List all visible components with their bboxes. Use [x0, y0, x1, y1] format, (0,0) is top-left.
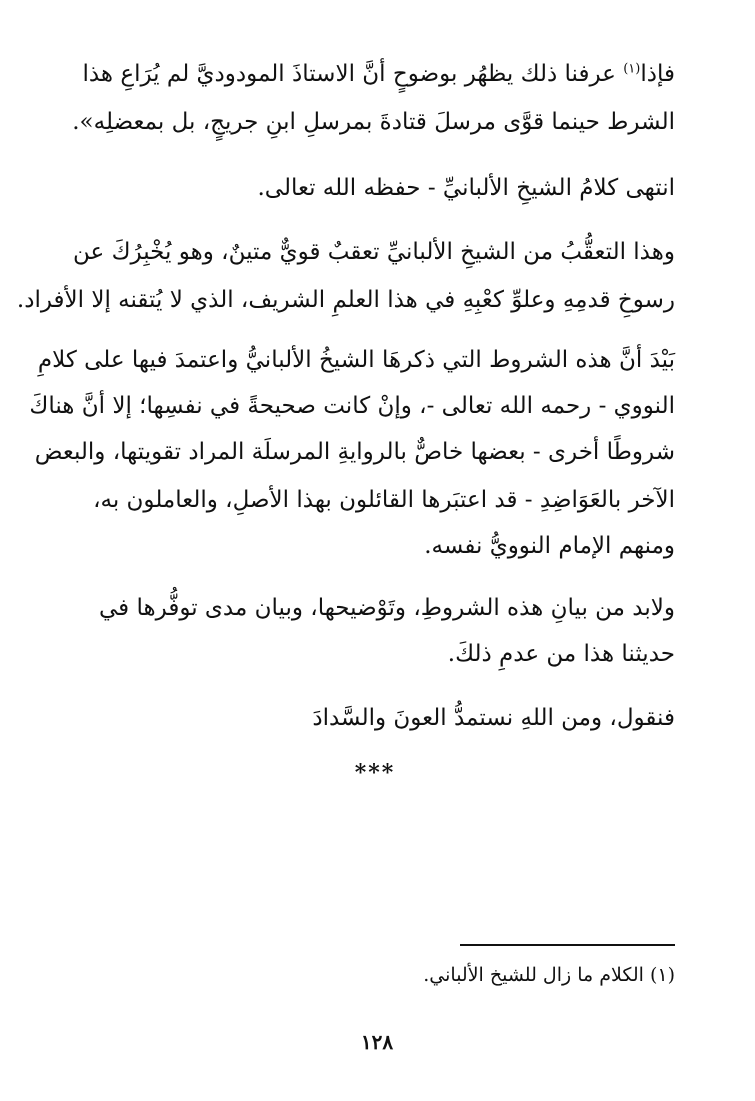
paragraph-1-line-2: الشرط حينما قوَّى مرسلَ قتادةَ بمرسلِ ابنِ جريجٍ، بل بمعضلِه».: [72, 109, 675, 135]
paragraph-6-line-1: فنقول، ومن اللهِ نستمدُّ العونَ والسَّدادَ: [312, 705, 675, 731]
text-run: فإذا: [640, 61, 675, 87]
paragraph-3-line-2: رسوخِ قدمِهِ وعلوِّ كعْبِهِ في هذا العلمِ الشريف، الذي لا يُتقنه إلا الأفراد.: [16, 287, 675, 313]
paragraph-1-line-1: [82, 58, 675, 90]
paragraph-5-line-2: حديثنا هذا من عدمِ ذلكَ.: [447, 641, 675, 667]
footnote-reference[interactable]: (١): [623, 61, 641, 77]
footnote-text: الكلام ما زال للشيخ الألباني.: [423, 964, 650, 986]
paragraph-4-line-5: ومنهم الإمام النوويُّ نفسه.: [424, 533, 675, 559]
paragraph-4-line-2: النووي - رحمه الله تعالى -، وإنْ كانت صحيحةً في نفسِها؛ إلا أنَّ هناكَ: [29, 393, 675, 419]
paragraph-4-line-3: شروطًا أخرى - بعضها خاصٌّ بالروايةِ المرسلَة المراد تقويتها، والبعض: [34, 439, 675, 465]
text-run: عرفنا ذلك يظهُر بوضوحٍ أنَّ الاستاذَ المودوديَّ لم يُرَاعِ هذا: [82, 61, 624, 87]
page-number: ١٢٨: [360, 1030, 394, 1054]
paragraph-5-line-1: ولابد من بيانِ هذه الشروطِ، وتَوْضيحها، وبيان مدى توفُّرها في: [99, 595, 675, 621]
section-separator: ***: [354, 760, 396, 786]
footnote-divider: [460, 944, 675, 946]
paragraph-4-line-1: بَيْدَ أنَّ هذه الشروط التي ذكرهَا الشيخُ الألبانيُّ واعتمدَ فيها على كلامِ: [37, 347, 675, 373]
paragraph-3-line-1: وهذا التعقُّبُ من الشيخِ الألبانيِّ تعقبٌ قويٌّ متينٌ، وهو يُخْبِرُكَ عن: [73, 239, 675, 265]
paragraph-2-line-1: انتهى كلامُ الشيخِ الألبانيِّ - حفظه الله تعالى.: [257, 175, 675, 201]
paragraph-4-line-4: الآخر بالعَوَاضِدِ - قد اعتبَرها القائلون بهذا الأصلِ، والعاملون به،: [93, 487, 675, 513]
footnote: [275, 962, 675, 988]
footnote-marker: (١): [649, 964, 675, 986]
